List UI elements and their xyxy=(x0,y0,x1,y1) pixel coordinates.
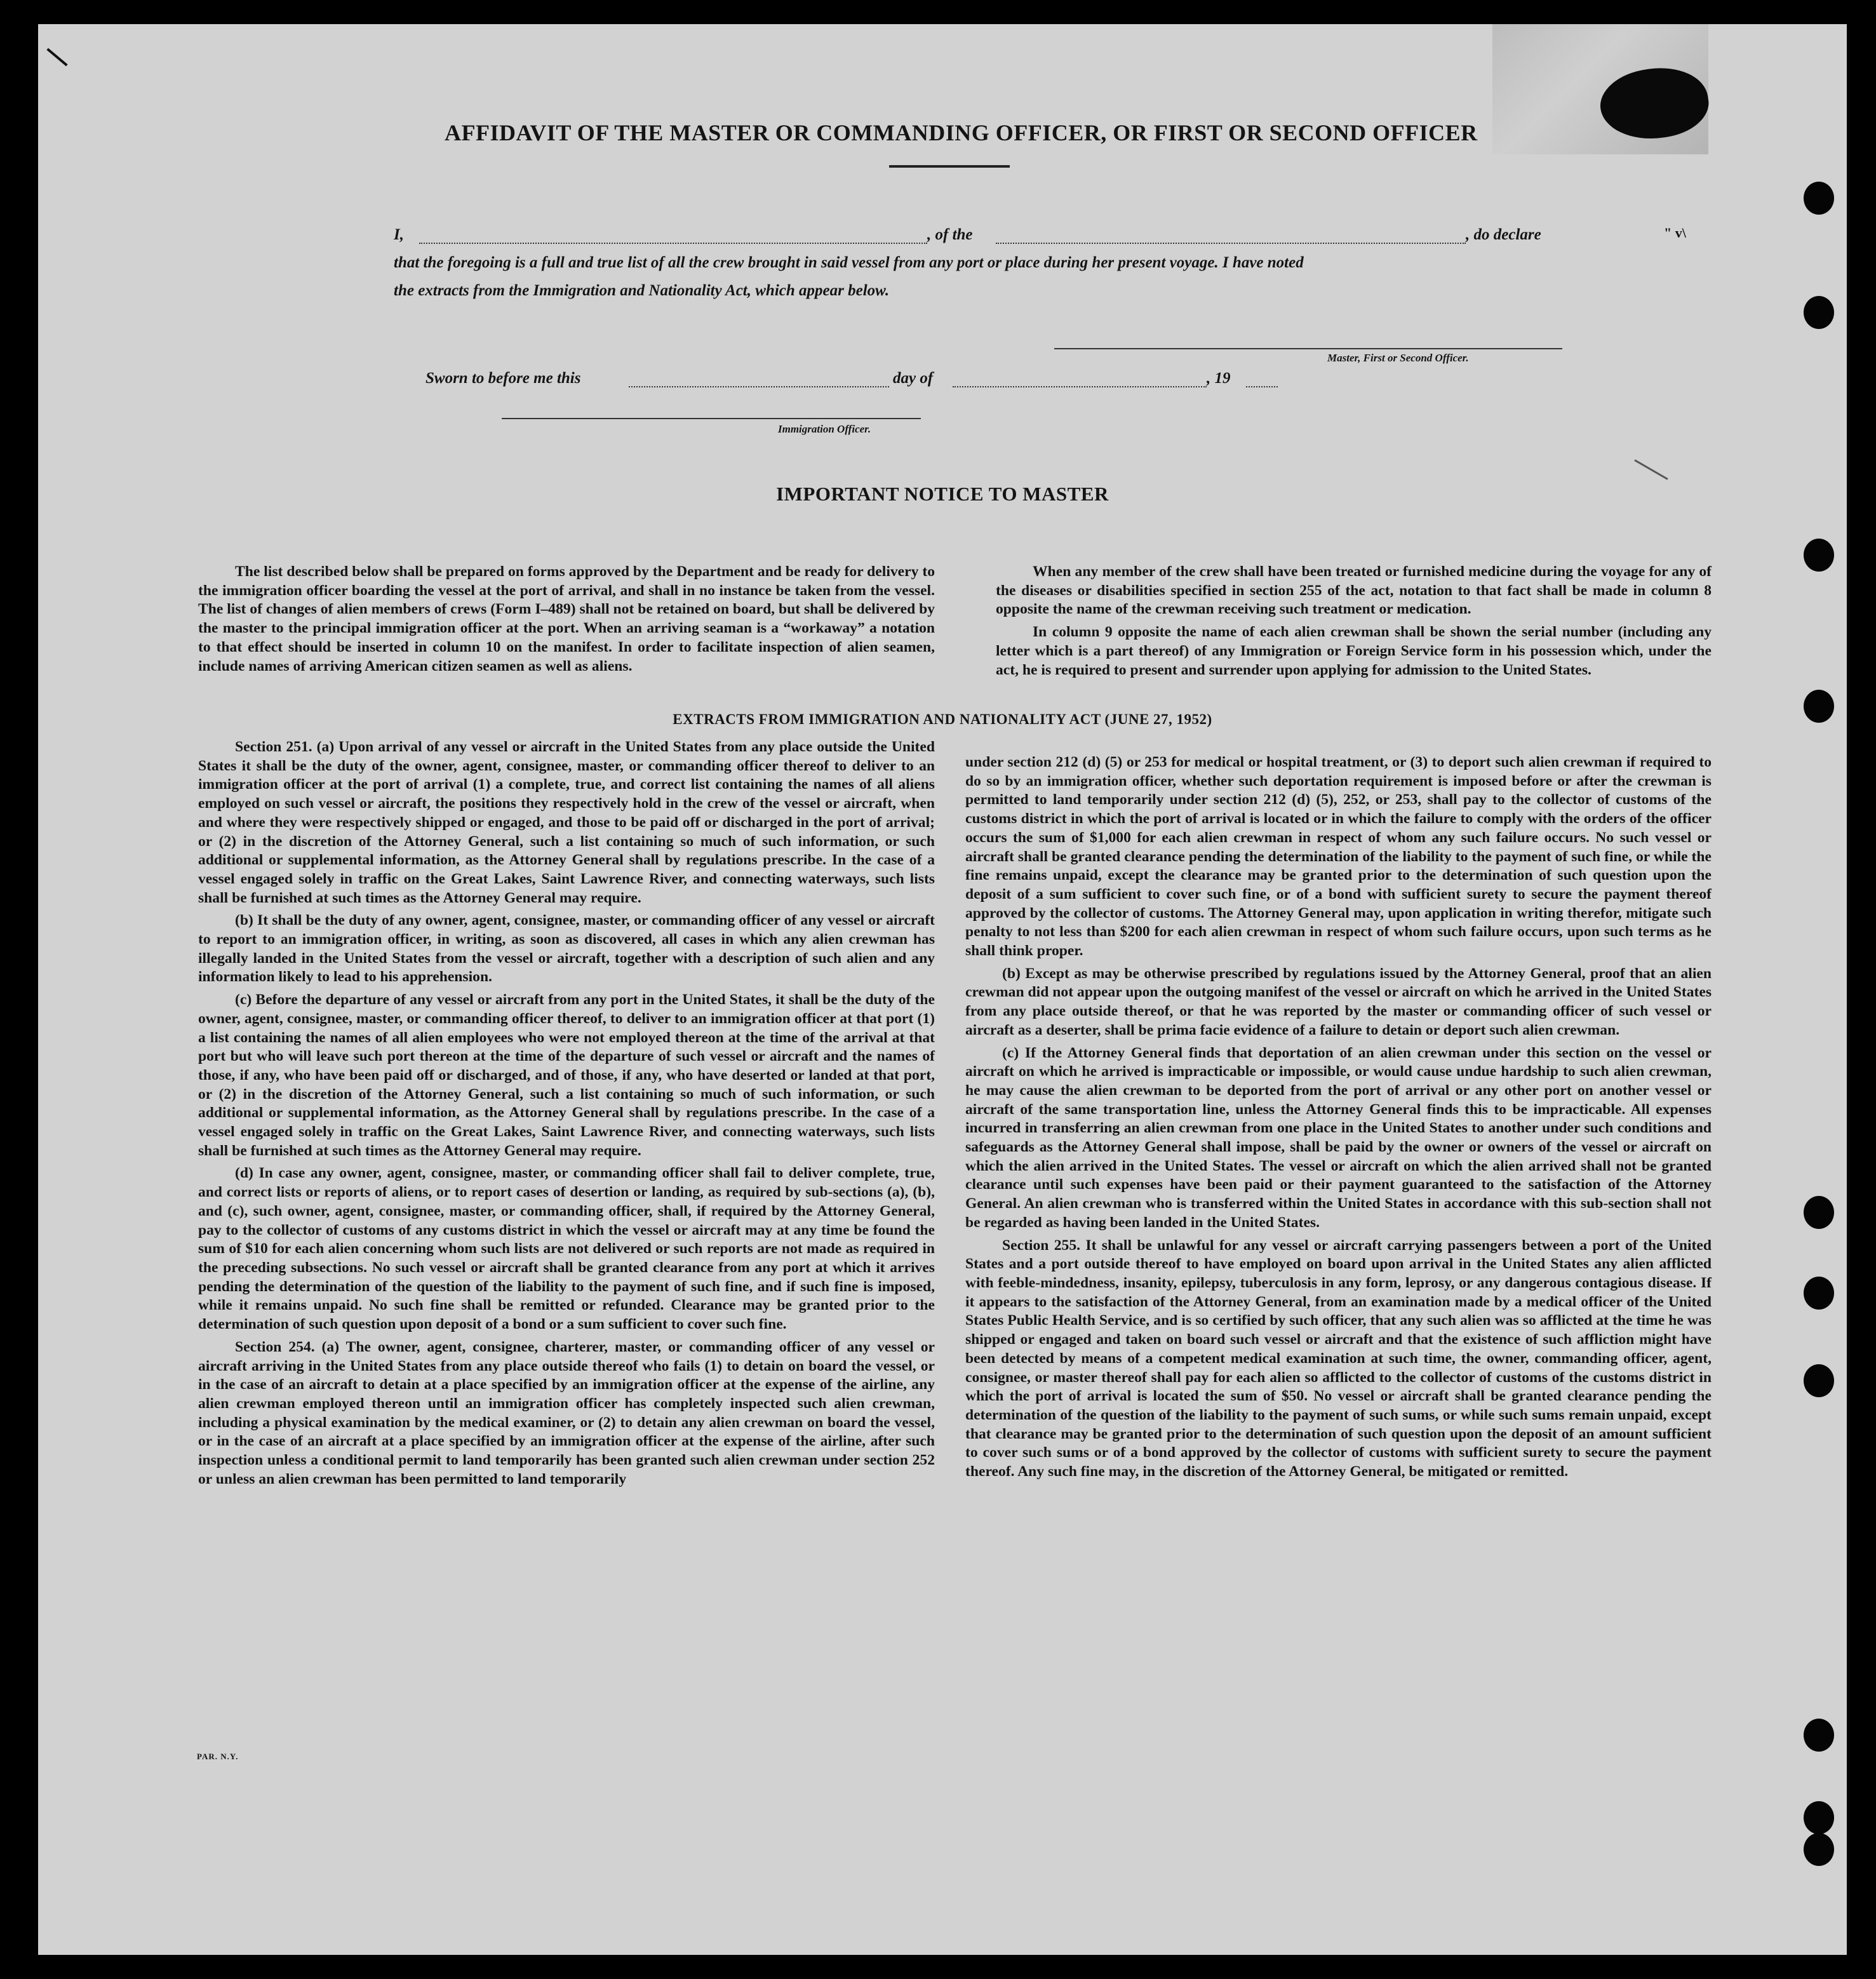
day-of-label: day of xyxy=(893,370,934,387)
officer-signature-label: Immigration Officer. xyxy=(778,423,871,435)
extract-paragraph: (d) In case any owner, agent, consignee, master, or commanding officer shall fail to deliver complete, true, and correct lists or reports of aliens, or to report cases of desertion or landing, as required by sub-sections (a), (b), and (c), such owner, agent, consignee, master, or commanding officer, shall, if required by the Attorney General, pay to the collector of customs of any customs district in which the vessel or aircraft may at any time be found the sum of $10 for each alien concerning whom such lists are not delivered or such reports are not made as required in the preceding subsections. No such vessel or aircraft shall be granted clearance from any port at which it arrives pending the determination of the question of the liability to the payment of such fine, and if such fine is imposed, while it remains unpaid. No such fine shall be remitted or refunded. Clearance may be granted prior to the determination of such question upon deposit of a bond or a sum sufficient to cover such fine. xyxy=(198,1165,935,1333)
sworn-month-field[interactable] xyxy=(953,386,1207,387)
affidavit-title: AFFIDAVIT OF THE MASTER OR COMMANDING OFFICER, OR FIRST OR SECOND OFFICER xyxy=(445,120,1478,145)
notice-left-column xyxy=(198,563,935,680)
sworn-prefix: Sworn to before me this xyxy=(425,370,581,387)
printer-mark: PAR. N.Y. xyxy=(197,1752,239,1761)
statement-line-2: the extracts from the Immigration and Nationality Act, which appear below. xyxy=(394,282,890,299)
stray-mark xyxy=(46,48,67,67)
binder-hole-icon xyxy=(1804,1801,1834,1834)
binder-hole-icon xyxy=(1804,1364,1834,1397)
year-prefix: , 19 xyxy=(1207,370,1231,387)
title-underline xyxy=(889,165,1010,168)
notice-left-paragraph: The list described below shall be prepared on forms approved by the Department and be ready for delivery to the immigration officer boarding the vessel at the port of arrival, and shall in no instance be taken from the vessel. The list of changes of alien members of crews (Form I–489) shall not be retained on board, but shall be delivered by the master to the principal immigration officer at the port. When an arriving seaman is a “workaway” a notation to that effect should be inserted in column 10 on the manifest. In order to facilitate inspection of alien seamen, include names of arriving American citizen seamen as well as aliens. xyxy=(198,563,935,674)
notice-title: IMPORTANT NOTICE TO MASTER xyxy=(776,483,1109,505)
statement-line-1: that the foregoing is a full and true list of all the crew brought in said vessel from any port or place during her present voyage. I have noted xyxy=(394,254,1304,271)
notice-right-paragraph-1: When any member of the crew shall have been treated or furnished medicine during the voyage for any of the diseases or disabilities specified in section 255 of the act, notation to that fact shall be made in column 8 opposite the name of the crewman receiving such treatment or medication. xyxy=(996,563,1712,618)
binder-hole-icon xyxy=(1804,539,1834,572)
vessel-name-field[interactable] xyxy=(996,243,1466,244)
declarant-prefix: I, xyxy=(394,226,404,243)
extract-paragraph: under section 212 (d) (5) or 253 for medical or hospital treatment, or (3) to deport such alien crewman if required to do so by an immigration officer, whether such deportation requirement is imposed before or after the crewman is permitted to land temporarily under section 212 (d) (5), 252, or 253, shall pay to the collector of customs of the customs district in which the port of arrival is located or in which the failure to comply with the orders of the officer occurs the sum of $1,000 for each alien crewman in respect of whom any such failure occurs. No such vessel or aircraft shall be granted clearance pending the determination of the liability to the payment of such fine, or while the fine remains unpaid, except the clearance may be granted prior to the determination of such question upon the deposit of a sum sufficient to cover such fine, or of a bond with sufficient surety to secure the payment thereof approved by the collector of customs. The Attorney General may, upon application in writing therefor, mitigate such penalty to not less than $200 for each alien crewman in respect of whom such failure occurs, upon such terms as he shall think proper. xyxy=(965,754,1712,960)
master-signature-field[interactable] xyxy=(1054,348,1562,349)
notice-right-paragraph-2: In column 9 opposite the name of each alien crewman shall be shown the serial number (including any letter which is a part thereof) of any Immigration or Foreign Service form in his possession which, under the act, he is required to present and surrender upon applying for admission to the United States. xyxy=(996,624,1712,678)
extract-paragraph: Section 255. It shall be unlawful for any vessel or aircraft carrying passengers between a port of the United States and a port outside thereof to have employed on board upon arrival in the United States any alien afflicted with feeble-mindedness, insanity, epilepsy, tuberculosis in any form, leprosy, or any dangerous contagious disease. If it appears to the satisfaction of the Attorney General, from an examination made by a medical officer of the United States Public Health Service, and is so certified by such officer, that any such alien was so afflicted at the time he was shipped or engaged and taken on board such vessel or aircraft and that the existence of such affliction might have been detected by means of a competent medical examination at such time, the owner, commanding officer, agent, consignee, or master thereof shall pay for each alien so afflicted to the collector of customs of the customs district in which the port of arrival is located the sum of $50. No vessel or aircraft shall be granted clearance pending the determination of the question of the liability to the payment of such sums, or while such sums remain unpaid, except that clearance may be granted prior to the determination of such question upon the deposit of an amount sufficient to cover such sums or of a bond approved by the collector of customs with sufficient surety to secure the payment thereof. Any such fine may, in the discretion of the Attorney General, be mitigated or remitted. xyxy=(965,1237,1712,1480)
officer-signature-field[interactable] xyxy=(502,418,921,419)
binder-hole-icon xyxy=(1804,182,1834,215)
extract-paragraph: (c) If the Attorney General finds that deportation of an alien crewman under this section on the vessel or aircraft on which he arrived is impracticable or impossible, or would cause undue hardship to such alien crewman, he may cause the alien crewman to be deported from the port of arrival or any other port on another vessel or aircraft of the same transportation line, unless the Attorney General finds this to be impracticable. All expenses incurred in transferring an alien crewman from one place in the United States to another under such conditions and safeguards as the Attorney General shall impose, shall be paid by the owner or owners of the vessel or aircraft on which the alien arrived in the United States. The vessel or aircraft on which the alien arrived shall not be granted clearance until such expenses have been paid or their payment guaranteed to the satisfaction of the Attorney General. An alien crewman who is transferred within the United States in accordance with this sub-section shall not be regarded as having been landed in the United States. xyxy=(965,1044,1712,1231)
binder-hole-icon xyxy=(1804,1833,1834,1866)
notice-right-column xyxy=(996,563,1712,683)
of-the-label: , of the xyxy=(927,226,973,243)
extract-paragraph: (b) Except as may be otherwise prescribed by regulations issued by the Attorney General, proof that an alien crewman did not appear upon the outgoing manifest of the vessel or aircraft on which he arrived in the United States from any place outside thereof, or that he was reported by the master or commanding officer of such vessel or aircraft as a deserter, shall be prima facie evidence of a failure to detain or deport such alien crewman. xyxy=(965,965,1712,1038)
extract-paragraph: Section 254. (a) The owner, agent, consignee, charterer, master, or commanding officer of any vessel or aircraft arriving in the United States from any place outside thereof who fails (1) to detain on board the vessel, or in the case of an aircraft to detain at a place specified by an immigration officer at the expense of the airline, any alien crewman employed thereon until an immigration officer has completely inspected such alien crewman, including a physical examination by the medical examiner, or (2) to detain any alien crewman on board the vessel, or in the case of an aircraft at a place specified by an immigration officer at the expense of the airline, after such inspection unless a conditional permit to land temporarily has been granted such alien crewman under section 252 or unless an alien crewman has been permitted to land temporarily xyxy=(198,1338,935,1487)
sworn-year-field[interactable] xyxy=(1246,386,1278,387)
declarant-name-field[interactable] xyxy=(419,243,927,244)
document-page xyxy=(38,24,1847,1955)
binder-hole-icon xyxy=(1804,1196,1834,1229)
sworn-day-field[interactable] xyxy=(629,386,889,387)
extract-paragraph: Section 251. (a) Upon arrival of any vessel or aircraft in the United States from any place outside the United States it shall be the duty of the owner, agent, consignee, master, or commanding officer thereof to deliver to an immigration officer at the port of arrival (1) a complete, true, and correct list containing the names of all aliens employed on such vessel or aircraft, the positions they respectively hold in the crew of the vessel or aircraft, when and where they were respectively shipped or engaged, and those to be paid off or discharged in the port of arrival; or (2) in the discretion of the Attorney General, such a list containing so much of such information, or such additional or supplemental information, as the Attorney General shall by regulations prescribe. In the case of a vessel engaged solely in traffic on the Great Lakes, Saint Lawrence River, and connecting waterways, such lists shall be furnished at such times as the Attorney General may require. xyxy=(198,739,935,906)
extracts-title: EXTRACTS FROM IMMIGRATION AND NATIONALITY ACT (JUNE 27, 1952) xyxy=(673,711,1212,727)
stray-mark xyxy=(1634,459,1668,480)
binder-hole-icon xyxy=(1804,296,1834,329)
binder-hole-icon xyxy=(1804,1719,1834,1752)
extracts-left-column xyxy=(198,738,935,1493)
do-declare-label: , do declare xyxy=(1466,226,1541,243)
binder-hole-icon xyxy=(1804,1277,1834,1310)
master-signature-label: Master, First or Second Officer. xyxy=(1327,352,1469,364)
extract-paragraph: (b) It shall be the duty of any owner, agent, consignee, master, or commanding officer of any vessel or aircraft to report to an immigration officer, in writing, as soon as discovered, all cases in which any alien crewman has illegally landed in the United States from the vessel or aircraft, together with a description of such alien and any information likely to lead to his apprehension. xyxy=(198,912,935,986)
extract-paragraph: (c) Before the departure of any vessel or aircraft from any port in the United States, it shall be the duty of the owner, agent, consignee, master, or commanding officer thereof, to deliver to an immigration officer at that port (1) a list containing the names of all alien employees who were not employed thereon at the time of the arrival at that port but who will leave such port thereon at the time of the departure of such vessel or aircraft and the names of those, if any, who have been paid off or discharged, and of those, if any, who have deserted or landed at that port, or (2) in the discretion of the Attorney General, such a list containing so much of such information, or such additional or supplemental information, as the Attorney General shall by regulations prescribe. In the case of a vessel engaged solely in traffic on the Great Lakes, Saint Lawrence River, and connecting waterways, such lists shall be furnished at such times as the Attorney General may require. xyxy=(198,991,935,1159)
margin-mark: " v\ xyxy=(1664,225,1686,241)
extracts-right-column xyxy=(965,753,1712,1486)
